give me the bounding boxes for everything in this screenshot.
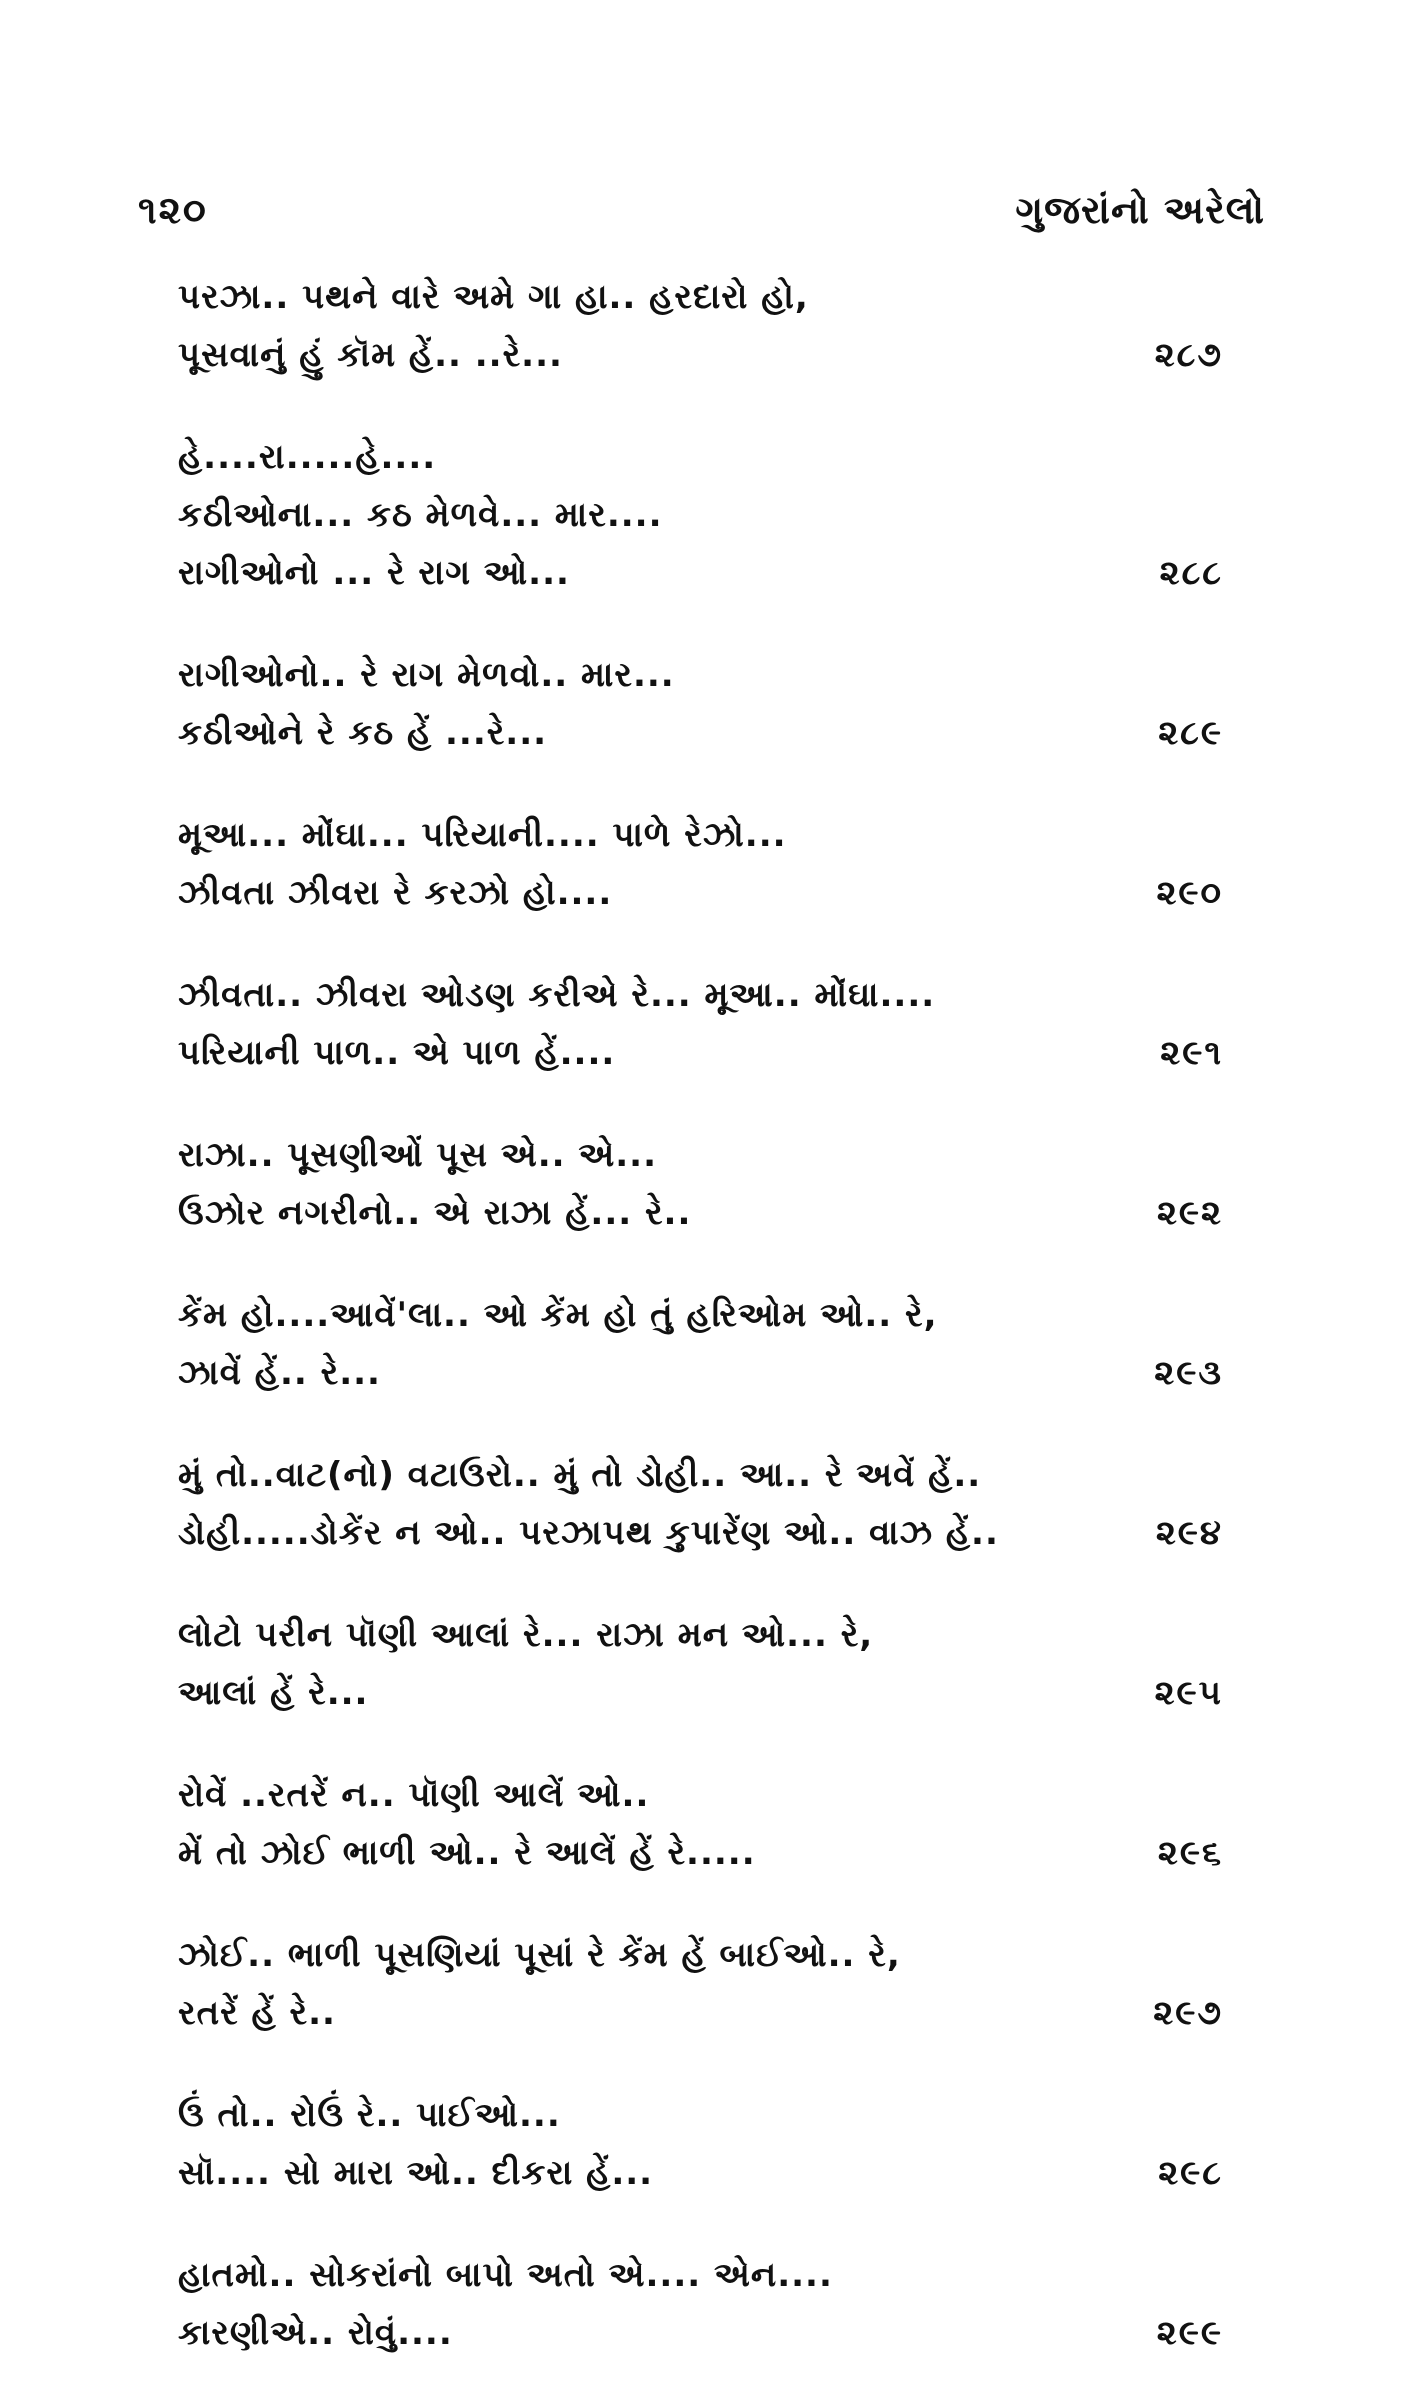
verse-line: પરિયાની પાળ.. એ પાળ હેં....: [178, 1033, 616, 1073]
verse-line: ઝીવતા.. ઝીવરા ઓડણ કરીએ રે... મૂઆ.. મોંઘા....: [178, 975, 936, 1015]
verse-block: [178, 2086, 1223, 2202]
verse-block: [178, 1446, 1223, 1562]
verse-line: ડોહી.....ડોકેંર ન ઓ.. પરઝાપથ કુપારેંણ ઓ.. વાઝ હેં..: [178, 1513, 999, 1553]
verse-number: ૨૮૯: [1158, 713, 1223, 753]
verse-line: કઠીઓના... કઠ મેળવે... માર....: [178, 495, 663, 535]
verse-block: [178, 268, 1223, 384]
verse-number: ૨૯૭: [1153, 1993, 1223, 2033]
verse-block: [178, 2246, 1223, 2362]
verse-line: પરઝા.. પથને વારે અમે ગા હા.. હરદારો હો,: [178, 277, 809, 317]
verse-line: રાઝા.. પૂસણીઓં પૂસ એ.. એ...: [178, 1135, 658, 1175]
verse-number: ૨૯૩: [1154, 1353, 1223, 1393]
verse-block: [178, 1606, 1223, 1722]
verse-number: ૨૯૮: [1158, 2153, 1223, 2193]
verse-line: કેંમ હો....આવેં'લા.. ઓ કેંમ હો તું હરિઓમ ઓ.. રે,: [178, 1295, 938, 1335]
verse-number: ૨૯૬: [1157, 1833, 1223, 1873]
verse-number: ૨૯૨: [1156, 1193, 1223, 1233]
page-header: [138, 180, 1265, 240]
verse-line: આલાં હેં રે...: [178, 1673, 369, 1713]
verse-block: [178, 806, 1223, 922]
verse-line: રતરેં હેં રે..: [178, 1993, 336, 2033]
verse-line: હાતમો.. સોકરાંનો બાપો અતો એ.... એન....: [178, 2255, 833, 2295]
verse-number: ૨૯૫: [1154, 1673, 1223, 1713]
verse-line: કારણીએ.. રોવું....: [178, 2313, 453, 2353]
verse-line: ઝાવેં હેં.. રે...: [178, 1353, 381, 1393]
verse-list: [178, 268, 1223, 2406]
verse-block: [178, 1766, 1223, 1882]
verse-line: મૂઆ... મોંઘા... પરિયાની.... પાળે રેઝો...: [178, 815, 787, 855]
verse-line: હે....રા.....હે....: [178, 437, 437, 477]
verse-number: ૨૯૦: [1156, 873, 1223, 913]
verse-line: ઉં તો.. રોઉં રે.. પાઈઓ...: [178, 2095, 561, 2135]
verse-number: ૨૯૪: [1155, 1513, 1223, 1553]
verse-number: ૨૮૭: [1154, 335, 1223, 375]
page-number: ૧૨૦: [138, 187, 208, 232]
verse-line: મું તો..વાટ(નો) વટાઉરો.. મું તો ડોહી.. આ.. રે અવેં હેં..: [178, 1455, 982, 1495]
verse-line: સૉ.... સો મારા ઓ.. દીકરા હેં...: [178, 2153, 654, 2193]
verse-block: [178, 646, 1223, 762]
verse-line: મેં તો ઝોઈ ભાળી ઓ.. રે આલેં હેં રે.....: [178, 1833, 756, 1873]
verse-line: પૂસવાનું હું કૉમ હેં.. ..રે...: [178, 335, 563, 375]
verse-block: [178, 428, 1223, 602]
verse-line: લોટો પરીન પૉણી આલાં રે... રાઝા મન ઓ... રે,: [178, 1615, 874, 1655]
running-title: ગુજરાંનો અરેલો: [1015, 187, 1265, 232]
verse-block: [178, 1286, 1223, 1402]
verse-number: ૨૯૯: [1156, 2313, 1223, 2353]
verse-line: ઝીવતા ઝીવરા રે કરઝો હો....: [178, 873, 613, 913]
verse-line: રાગીઓનો.. રે રાગ મેળવો.. માર...: [178, 655, 675, 695]
verse-line: ઝોઈ.. ભાળી પૂસણિયાં પૂસાં રે કેંમ હેં બાઈઓ.. રે,: [178, 1935, 901, 1975]
verse-line: રોવેં ..રતરેં ન.. પૉણી આલેં ઓ..: [178, 1775, 650, 1815]
verse-number: ૨૮૮: [1159, 553, 1223, 593]
verse-block: [178, 1126, 1223, 1242]
verse-number: ૨૯૧: [1160, 1033, 1223, 1073]
verse-line: કઠીઓને રે કઠ હેં ...રે...: [178, 713, 548, 753]
verse-line: રાગીઓનો ... રે રાગ ઓ...: [178, 553, 570, 593]
verse-block: [178, 966, 1223, 1082]
verse-line: ઉઝોર નગરીનો.. એ રાઝા હેં... રે..: [178, 1193, 692, 1233]
verse-block: [178, 1926, 1223, 2042]
